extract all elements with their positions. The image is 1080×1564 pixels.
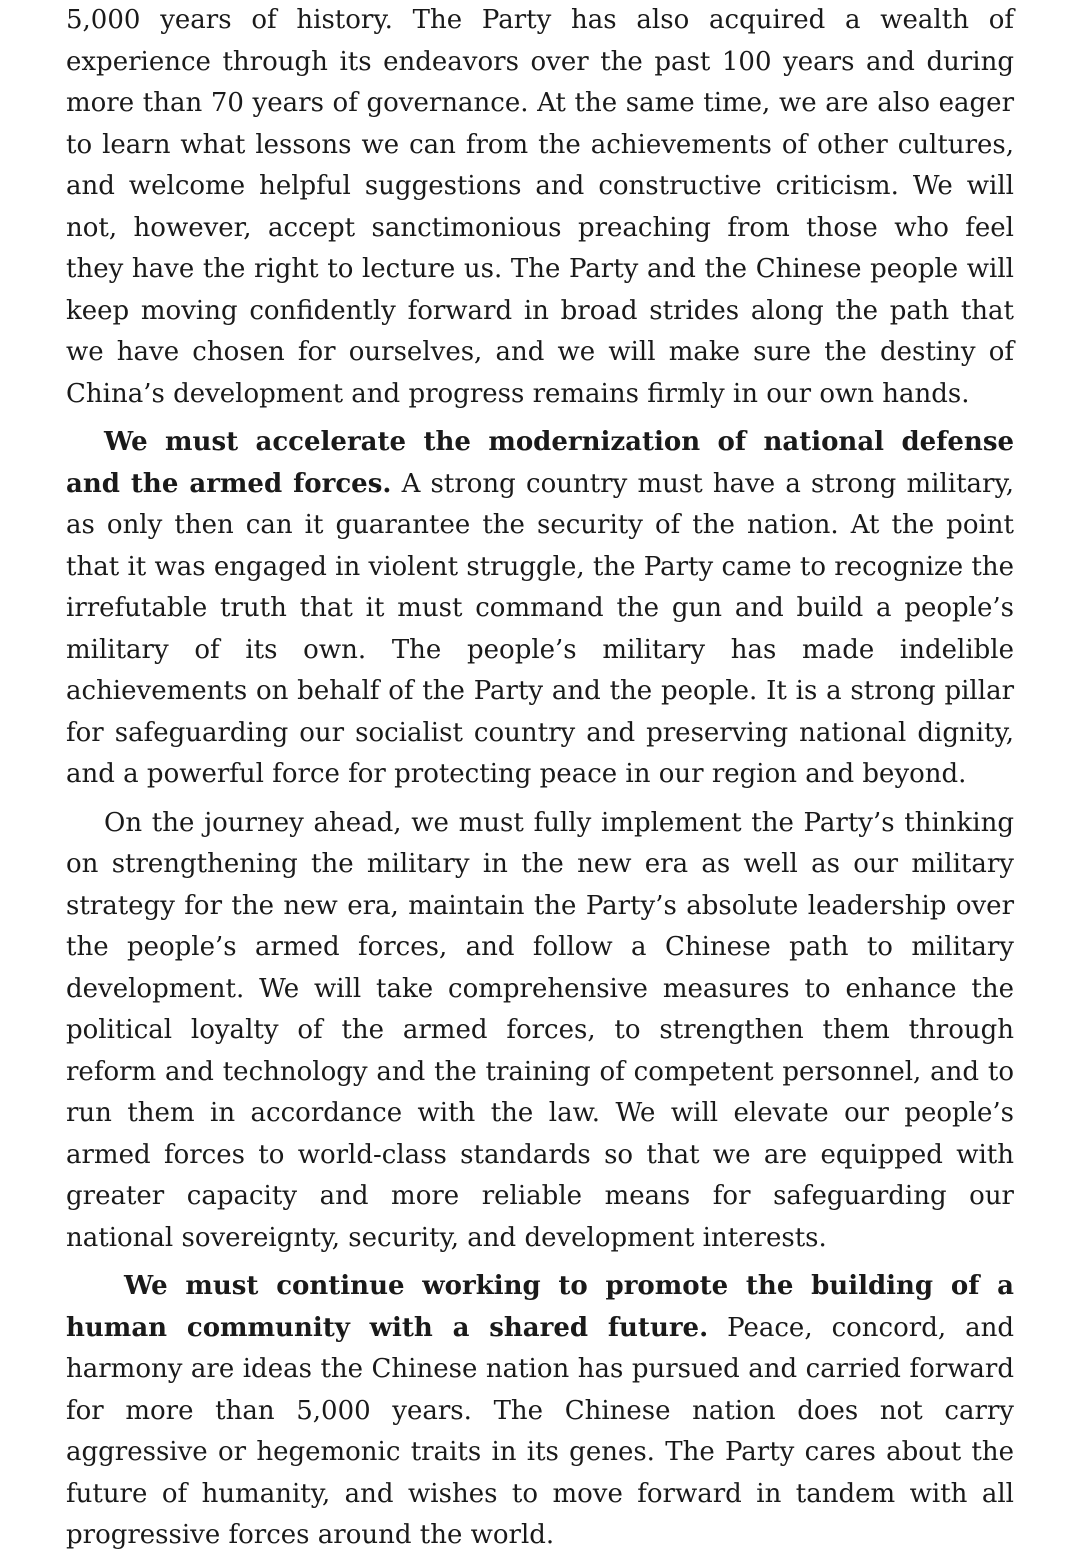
paragraph-text: A strong country must have a strong military, as only then can it guarantee the security of the nation. At the point that it was engaged in violent struggle, the Party came to recognize the irrefutable truth that it must command the gun and build a people’s military of its own. The people’s military has made indelible achievements on behalf of the Party and the people. It is a strong pillar for safeguarding our socialist country and preserving national dignity, and a powerful force for protecting peace in our region and beyond. xyxy=(66,468,1014,789)
paragraph-text: On the journey ahead, we must fully implement the Party’s thinking on strengthening the military in the new era as well as our military strategy for the new era, maintain the Party’s absolute leadership over the people’s armed forces, and follow a Chinese path to military development. We will take comprehensive measures to enhance the political loyalty of the armed forces, to strengthen them through reform and technology and the training of competent personnel, and to run them in accordance with the law. We will elevate our people’s armed forces to world-class standards so that we are equipped with greater capacity and more reliable means for safeguarding our national sovereignty, security, and development interests. xyxy=(66,807,1014,1253)
paragraph-text: 5,000 years of history. The Party has also acquired a wealth of experience through its endeavors over the past 100 years and during more than 70 years of governance. At the same time, we are also eager to learn what lessons we can from the achievements of other cultures, and welcome helpful suggestions and constructive criticism. We will not, however, accept sanctimonious preaching from those who feel they have the right to lecture us. The Party and the Chinese people will keep moving confidently forward in broad strides along the path that we have chosen for ourselves, and we will make sure the destiny of China’s development and progress remains firmly in our own hands. xyxy=(66,5,1014,409)
paragraph-text: Peace, concord, and harmony are ideas the Chinese nation has pursued and carried forward for more than 5,000 years. The Chinese nation does not carry aggressive or hegemonic traits in its genes. The Party cares about the future of humanity, and wishes to move forward in tandem with all progressive forces around the world. xyxy=(66,1312,1014,1550)
paragraph-lead-heading: We must accelerate the modernization of national defense and the armed forces. xyxy=(66,427,1014,499)
paragraph-lead-heading: We must continue working to promote the building of a human community with a shared future. xyxy=(66,1271,1014,1343)
paragraph-journey-ahead xyxy=(66,803,1014,1260)
document-page xyxy=(66,0,1014,1564)
paragraph-national-defense xyxy=(66,422,1014,796)
paragraph-shared-future xyxy=(66,1266,1014,1557)
paragraph-history-experience xyxy=(66,0,1014,415)
